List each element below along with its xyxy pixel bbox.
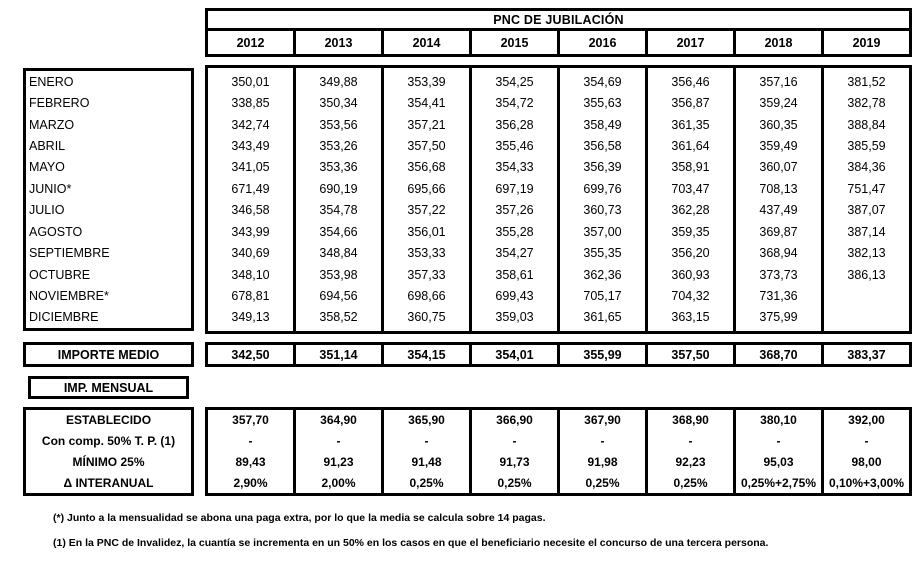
year-header-cell: 2015 [469,31,557,54]
monthly-value-cell: 356,46 [671,74,710,89]
monthly-value-cell: 382,13 [847,246,886,261]
monthly-value-cell: 354,78 [319,203,358,218]
mensual-value-cell: - [424,434,429,449]
monthly-values-box [205,65,912,334]
year-header-cell: 2017 [645,31,733,54]
mensual-value-cell: 357,70 [232,413,269,428]
monthly-value-cell: 695,66 [407,181,446,196]
mensual-value-cell: 392,00 [848,413,885,428]
monthly-value-cell: 387,14 [847,224,886,239]
monthly-value-cell: 356,58 [583,138,622,153]
month-label: ABRIL [29,138,66,153]
year-data-column [733,68,821,331]
monthly-value-cell: 357,22 [407,203,446,218]
monthly-value-cell: 697,19 [495,181,534,196]
monthly-value-cell: 355,46 [495,138,534,153]
monthly-value-cell: 387,07 [847,203,886,218]
year-header-cell: 2016 [557,31,645,54]
monthly-value-cell: 357,21 [407,117,446,132]
year-data-column [557,68,645,331]
monthly-value-cell: 343,49 [231,138,270,153]
month-label: JULIO [29,203,65,218]
imp-mensual-label-box [28,376,189,399]
monthly-value-cell: 368,94 [759,246,798,261]
monthly-value-cell: 358,49 [583,117,622,132]
monthly-value-cell: 355,28 [495,224,534,239]
mensual-value-cell: 0,25%+2,75% [740,475,817,490]
footnote-paga-extra: (*) Junto a la mensualidad se abona una paga extra, por lo que la media se calcula sobre 14 pagas. [53,512,546,524]
mensual-value-cell: 91,48 [411,454,442,469]
month-label: ENERO [29,74,74,89]
monthly-value-cell: 373,73 [759,267,798,282]
mensual-row-label: ESTABLECIDO [65,413,152,428]
monthly-value-cell: 356,39 [583,160,622,175]
monthly-value-cell: 353,26 [319,138,358,153]
monthly-value-cell: 386,13 [847,267,886,282]
mensual-row-label: MÍNIMO 25% [72,454,145,469]
monthly-value-cell: 703,47 [671,181,710,196]
monthly-value-cell: 362,36 [583,267,622,282]
importe-medio-value-cell: 368,70 [733,345,821,364]
monthly-value-cell: 694,56 [319,288,358,303]
monthly-value-cell: 437,49 [759,203,798,218]
monthly-value-cell: 354,69 [583,74,622,89]
monthly-value-cell: 369,87 [759,224,798,239]
monthly-value-cell: 731,36 [759,288,798,303]
importe-medio-values-box [205,342,912,367]
mensual-value-cell: 95,03 [763,454,794,469]
mensual-year-column [469,410,557,493]
monthly-value-cell: 358,61 [495,267,534,282]
imp-mensual-label: IMP. MENSUAL [63,380,154,395]
month-label: NOVIEMBRE* [29,288,109,303]
monthly-value-cell: 350,01 [231,74,270,89]
monthly-value-cell: 349,88 [319,74,358,89]
mensual-value-cell: 98,00 [851,454,882,469]
monthly-value-cell: 363,15 [671,310,710,325]
year-data-column [469,68,557,331]
mensual-value-cell: 366,90 [496,413,533,428]
importe-medio-label: IMPORTE MEDIO [57,347,160,362]
monthly-value-cell: 362,28 [671,203,710,218]
monthly-value-cell: 382,78 [847,96,886,111]
mensual-value-cell: 380,10 [760,413,797,428]
monthly-value-cell: 342,74 [231,117,270,132]
monthly-value-cell: 359,24 [759,96,798,111]
monthly-value-cell: 348,10 [231,267,270,282]
mensual-values-box [205,407,912,496]
monthly-value-cell: 359,35 [671,224,710,239]
mensual-year-column [733,410,821,493]
monthly-value-cell: 361,65 [583,310,622,325]
mensual-value-cell: - [600,434,605,449]
monthly-value-cell: 360,75 [407,310,446,325]
mensual-value-cell: 2,90% [233,475,268,490]
mensual-value-cell: 2,00% [321,475,356,490]
monthly-value-cell: 348,84 [319,246,358,261]
monthly-value-cell: 357,50 [407,138,446,153]
monthly-value-cell: 360,93 [671,267,710,282]
monthly-value-cell: 690,19 [319,181,358,196]
monthly-value-cell: 384,36 [847,160,886,175]
year-data-column [208,68,293,331]
year-header-cell: 2014 [381,31,469,54]
year-header-cell: 2018 [733,31,821,54]
importe-medio-value-cell: 355,99 [557,345,645,364]
mensual-year-column [208,410,293,493]
year-data-column [293,68,381,331]
monthly-value-cell: 361,64 [671,138,710,153]
year-header-cell: 2013 [293,31,381,54]
monthly-value-cell: 360,73 [583,203,622,218]
mensual-value-cell: - [248,434,253,449]
monthly-value-cell: 388,84 [847,117,886,132]
monthly-value-cell: 359,03 [495,310,534,325]
table-header-block [205,8,912,57]
importe-medio-label-box [23,342,194,367]
monthly-value-cell: 356,01 [407,224,446,239]
mensual-value-cell: 367,90 [584,413,621,428]
monthly-value-cell: 355,35 [583,246,622,261]
monthly-value-cell: 359,49 [759,138,798,153]
mensual-value-cell: - [864,434,869,449]
monthly-value-cell: 356,28 [495,117,534,132]
mensual-value-cell: 364,90 [320,413,357,428]
monthly-value-cell: 338,85 [231,96,270,111]
monthly-value-cell: 346,58 [231,203,270,218]
mensual-value-cell: 0,25% [585,475,620,490]
mensual-labels-box [23,407,194,496]
month-label: JUNIO* [29,181,72,196]
mensual-value-cell: 0,25% [673,475,708,490]
monthly-value-cell: 356,87 [671,96,710,111]
monthly-value-cell: 375,99 [759,310,798,325]
monthly-value-cell: 341,05 [231,160,270,175]
monthly-value-cell [824,307,909,328]
monthly-value-cell: 704,32 [671,288,710,303]
monthly-value-cell: 355,63 [583,96,622,111]
monthly-value-cell: 353,98 [319,267,358,282]
mensual-year-column [557,410,645,493]
monthly-value-cell: 358,52 [319,310,358,325]
monthly-value-cell: 358,91 [671,160,710,175]
monthly-value-cell: 353,33 [407,246,446,261]
month-label: AGOSTO [29,224,83,239]
monthly-value-cell: 699,43 [495,288,534,303]
mensual-year-column [381,410,469,493]
monthly-value-cell: 354,72 [495,96,534,111]
monthly-value-cell: 353,36 [319,160,358,175]
month-label: SEPTIEMBRE [29,246,110,261]
monthly-value-cell: 360,07 [759,160,798,175]
monthly-value-cell: 356,68 [407,160,446,175]
footnote-invalidez: (1) En la PNC de Invalidez, la cuantía se incrementa en un 50% en los casos en que el beneficiario necesite el concurso de una tercera persona. [53,537,769,549]
mensual-year-column [821,410,909,493]
monthly-value-cell [824,285,909,306]
year-header-row [208,31,909,54]
monthly-value-cell: 751,47 [847,181,886,196]
monthly-value-cell: 350,34 [319,96,358,111]
monthly-value-cell: 340,69 [231,246,270,261]
monthly-value-cell: 349,13 [231,310,270,325]
monthly-value-cell: 671,49 [231,181,270,196]
table-title: PNC DE JUBILACIÓN [208,11,909,31]
importe-medio-value-cell: 354,15 [381,345,469,364]
year-data-column [645,68,733,331]
importe-medio-value-cell: 383,37 [821,345,909,364]
mensual-value-cell: - [512,434,517,449]
mensual-value-cell: 0,25% [409,475,444,490]
importe-medio-value-cell: 357,50 [645,345,733,364]
mensual-value-cell: - [776,434,781,449]
mensual-value-cell: 92,23 [675,454,706,469]
month-label: MAYO [29,160,65,175]
mensual-year-column [293,410,381,493]
month-label: DICIEMBRE [29,310,99,325]
monthly-value-cell: 354,41 [407,96,446,111]
month-labels-box [23,68,194,331]
mensual-year-column [645,410,733,493]
mensual-value-cell: - [336,434,341,449]
monthly-value-cell: 361,35 [671,117,710,132]
month-label: OCTUBRE [29,267,91,282]
importe-medio-value-cell: 354,01 [469,345,557,364]
mensual-value-cell: 0,10%+3,00% [828,475,905,490]
mensual-value-cell: 0,25% [497,475,532,490]
mensual-row-label: Δ INTERANUAL [63,475,154,490]
monthly-value-cell: 357,26 [495,203,534,218]
month-label: FEBRERO [29,96,90,111]
monthly-value-cell: 357,16 [759,74,798,89]
monthly-value-cell: 708,13 [759,181,798,196]
monthly-value-cell: 705,17 [583,288,622,303]
year-header-cell: 2012 [236,35,265,50]
monthly-value-cell: 354,66 [319,224,358,239]
importe-medio-value-cell: 351,14 [293,345,381,364]
month-label: MARZO [29,117,75,132]
monthly-value-cell: 343,99 [231,224,270,239]
mensual-row-label: Con comp. 50% T. P. (1) [41,434,176,449]
monthly-value-cell: 699,76 [583,181,622,196]
monthly-value-cell: 698,66 [407,288,446,303]
year-data-column [821,68,909,331]
mensual-value-cell: 89,43 [235,454,266,469]
monthly-value-cell: 381,52 [847,74,886,89]
mensual-value-cell: 91,98 [587,454,618,469]
monthly-value-cell: 354,27 [495,246,534,261]
monthly-value-cell: 353,56 [319,117,358,132]
monthly-value-cell: 354,33 [495,160,534,175]
monthly-value-cell: 357,33 [407,267,446,282]
importe-medio-value-cell: 342,50 [231,347,270,362]
monthly-value-cell: 353,39 [407,74,446,89]
year-data-column [381,68,469,331]
monthly-value-cell: 360,35 [759,117,798,132]
monthly-value-cell: 357,00 [583,224,622,239]
monthly-value-cell: 356,20 [671,246,710,261]
mensual-value-cell: 368,90 [672,413,709,428]
monthly-value-cell: 354,25 [495,74,534,89]
year-header-cell: 2019 [821,31,909,54]
mensual-value-cell: 91,73 [499,454,530,469]
monthly-value-cell: 385,59 [847,138,886,153]
mensual-value-cell: - [688,434,693,449]
monthly-value-cell: 678,81 [231,288,270,303]
mensual-value-cell: 91,23 [323,454,354,469]
mensual-value-cell: 365,90 [408,413,445,428]
